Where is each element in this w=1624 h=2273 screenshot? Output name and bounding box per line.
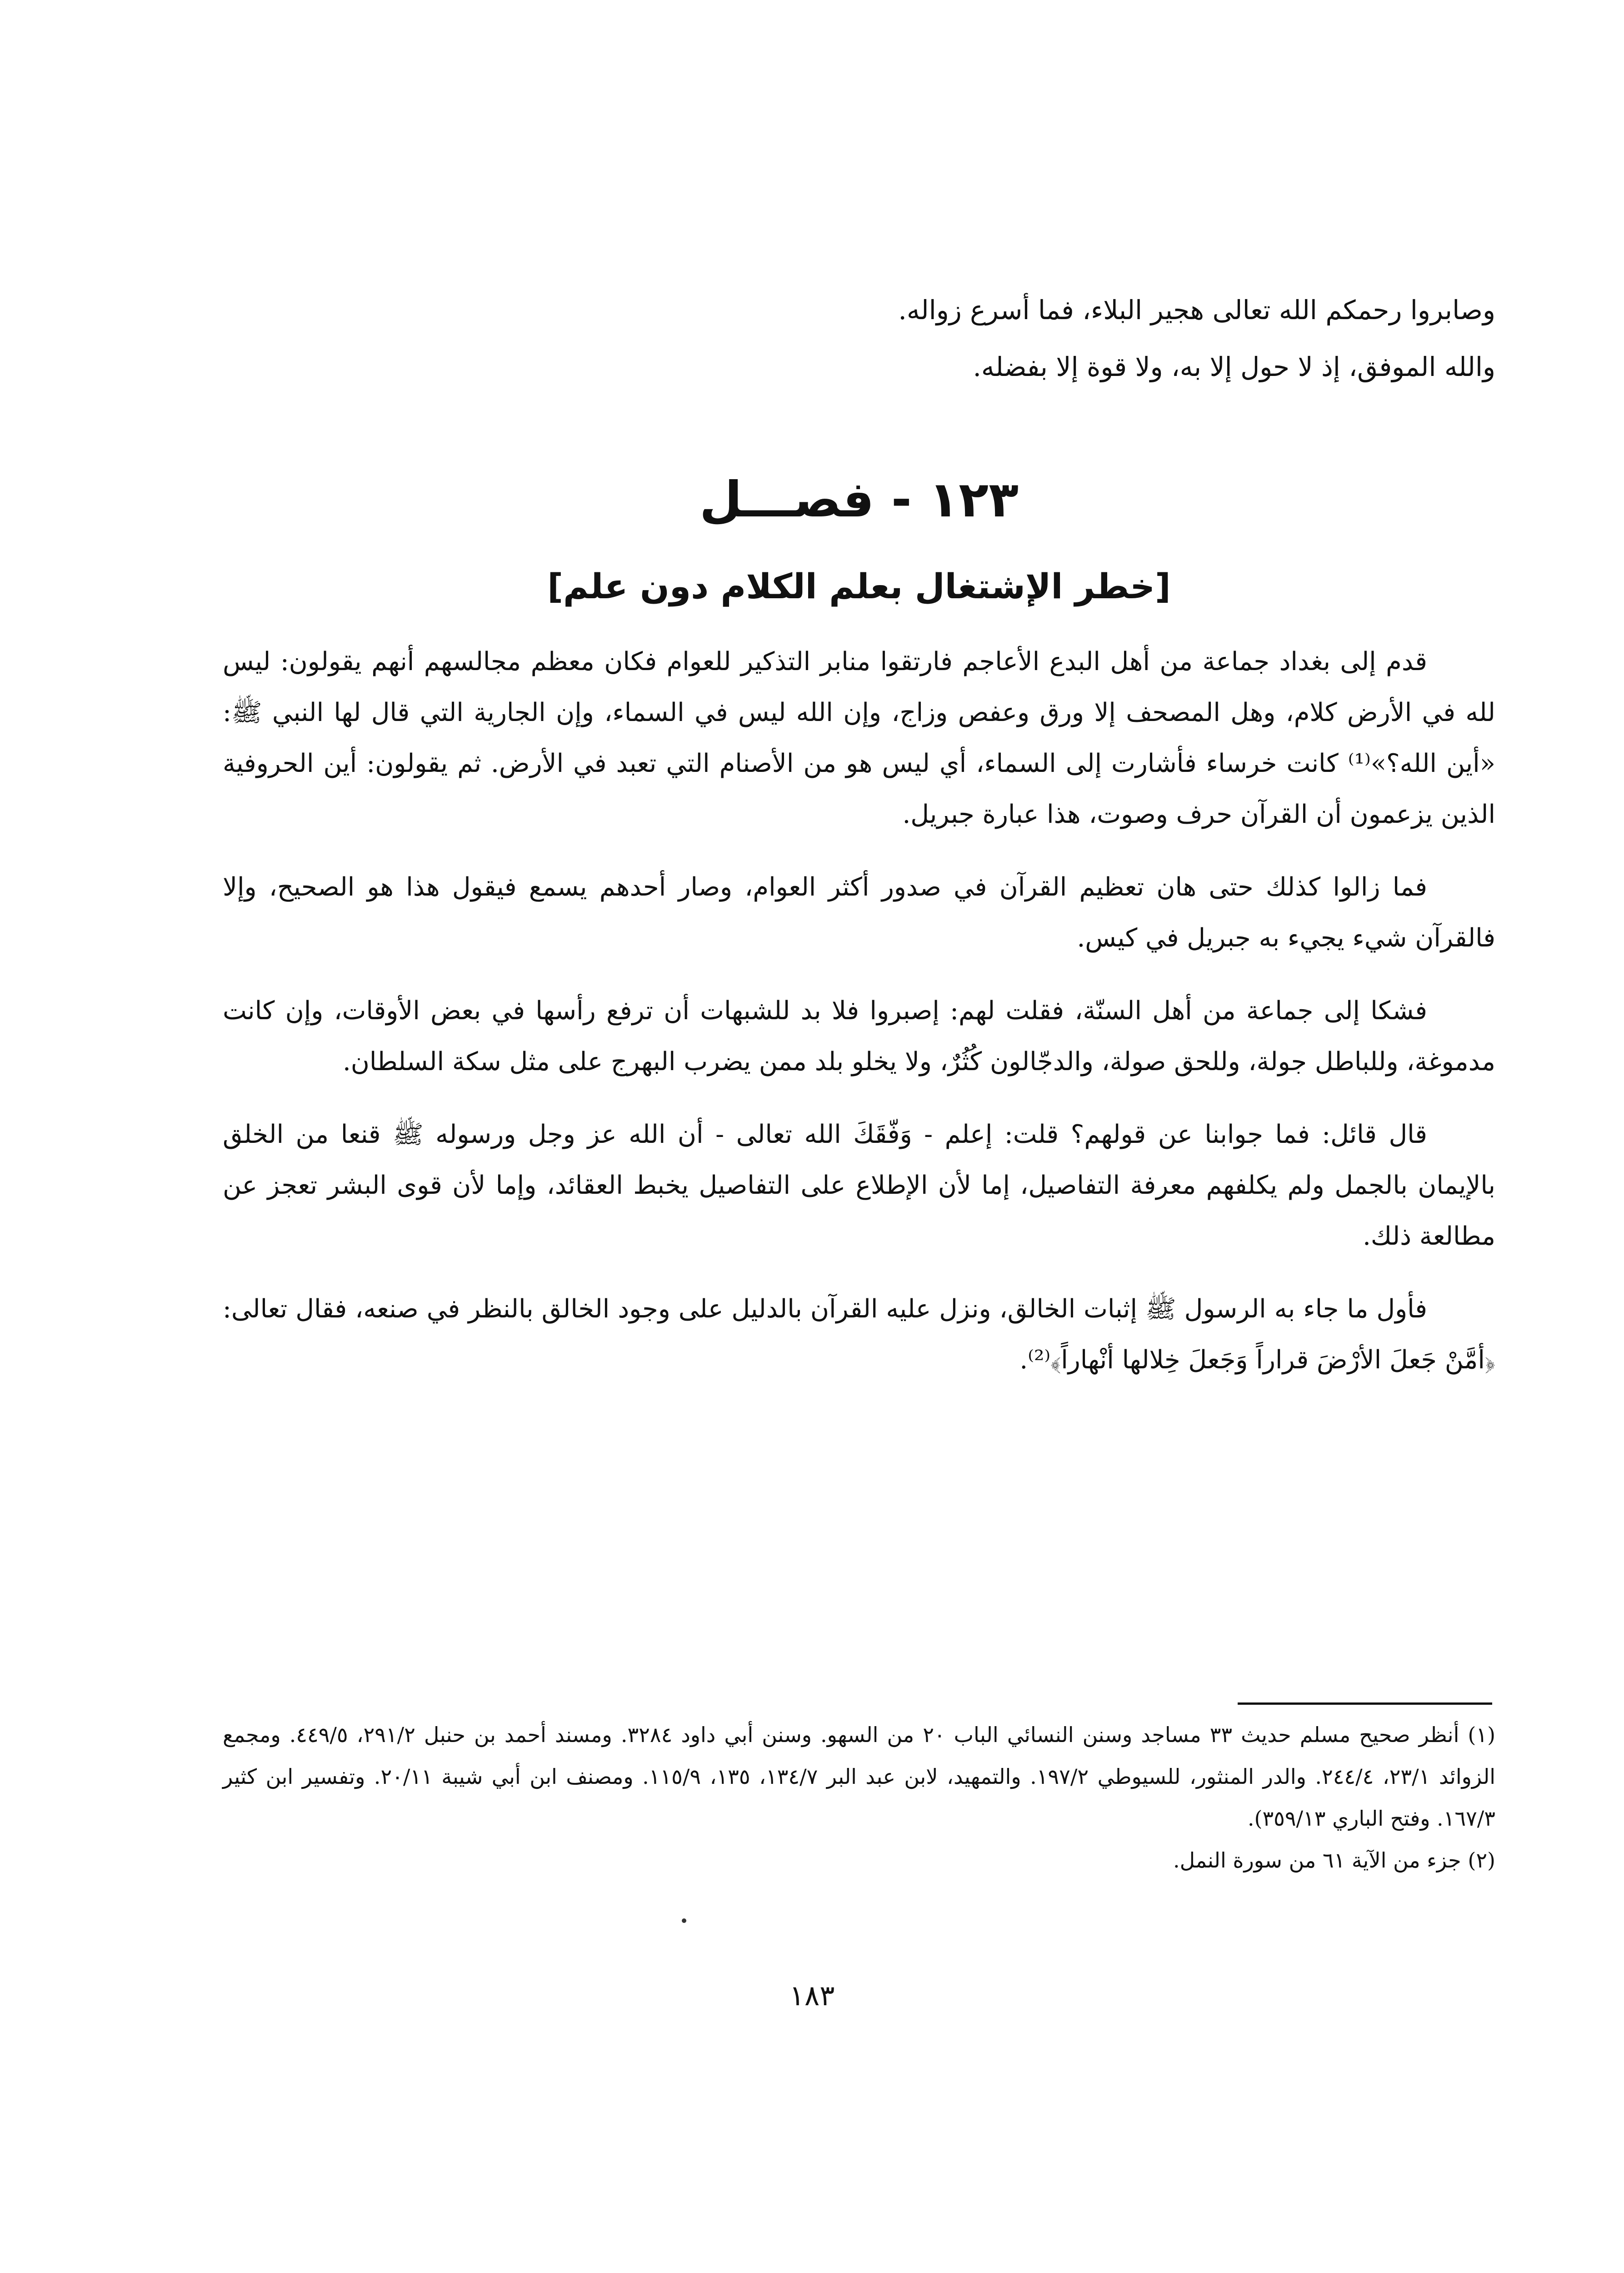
intro-block — [223, 282, 1495, 396]
footnote-separator — [1238, 1702, 1492, 1705]
body-text — [223, 636, 1495, 1407]
paragraph-5: فأول ما جاء به الرسول ﷺ إثبات الخالق، ونزل عليه القرآن بالدليل على وجود الخالق بالنظر في صنعه، فقال تعالى: ﴿أمَّنْ جَعلَ الأرْضَ قراراً وَجَعلَ خِلالها أنْهاراً﴾⁽²⁾. — [223, 1294, 1495, 1375]
intro-line-2: والله الموفق، إذ لا حول إلا به، ولا قوة إلا بفضله. — [973, 351, 1495, 382]
paragraph-1: قدم إلى بغداد جماعة من أهل البدع الأعاجم فارتقوا منابر التذكير للعوام فكان معظم مجالسهم أنهم يقولون: ليس لله في الأرض كلام، وهل المصحف إلا ورق وعفص وزاج، وإن الله ليس في السماء، وإن الجارية التي قال لها النبي ﷺ: «أين الله؟»⁽¹⁾ كانت خرساء فأشارت إلى السماء، أي ليس هو من الأصنام التي تعبد في الأرض. ثم يقولون: أين الحروفية الذين يزعمون أن القرآن حرف وصوت، هذا عبارة جبريل. — [223, 647, 1495, 829]
section-heading: ١٢٣ - فصـــل — [699, 471, 1019, 528]
footnote-1: (١) أنظر صحيح مسلم حديث ٣٣ مساجد وسنن النسائي الباب ٢٠ من السهو. وسنن أبي داود ٣٢٨٤. ومسند أحمد بن حنبل ٢٩١/٢، ٤٤٩/٥. ومجمع الزوائد ٢٣/١، ٢٤٤/٤. والدر المنثور، للسيوطي ١٩٧/٢. والتمهيد، لابن عبد البر ١٣٤/٧، ١٣٥، ١١٥/٩. ومصنف ابن أبي شيبة ٢٠/١١. وتفسير ابن كثير ١٦٧/٣. وفتح الباري ٣٥٩/١٣). — [223, 1722, 1496, 1831]
section-subheading: [خطر الإشتغال بعلم الكلام دون علم] — [547, 566, 1171, 606]
footnote-2: (٢) جزء من الآية ٦١ من سورة النمل. — [1173, 1848, 1495, 1872]
footnotes — [223, 1714, 1495, 1881]
paragraph-2: فما زالوا كذلك حتى هان تعظيم القرآن في صدور أكثر العوام، وصار أحدهم يسمع فيقول هذا هو الصحيح، وإلا فالقرآن شيء يجيء به جبريل في كيس. — [223, 872, 1495, 953]
page-number: ١٨٣ — [789, 1979, 835, 2012]
paragraph-4: قال قائل: فما جوابنا عن قولهم؟ قلت: إعلم - وَفّقَكَ الله تعالى - أن الله عز وجل ورسوله ﷺ قنعا من الخلق بالإيمان بالجمل ولم يكلفهم معرفة التفاصيل، إما لأن الإطلاع على التفاصيل يخبط العقائد، وإما لأن قوى البشر تعجز عن مطالعة ذلك. — [223, 1120, 1495, 1251]
intro-line-1: وصابروا رحمكم الله تعالى هجير البلاء، فما أسرع زواله. — [898, 295, 1495, 325]
paragraph-3: فشكا إلى جماعة من أهل السنّة، فقلت لهم: إصبروا فلا بد للشبهات أن ترفع رأسها في بعض الأوقات، وإن كانت مدموغة، وللباطل جولة، وللحق صولة، والدجّالون كُثُرٌ، ولا يخلو بلد ممن يضرب البهرج على مثل سكة السلطان. — [223, 996, 1495, 1076]
stray-dot — [682, 1918, 686, 1923]
